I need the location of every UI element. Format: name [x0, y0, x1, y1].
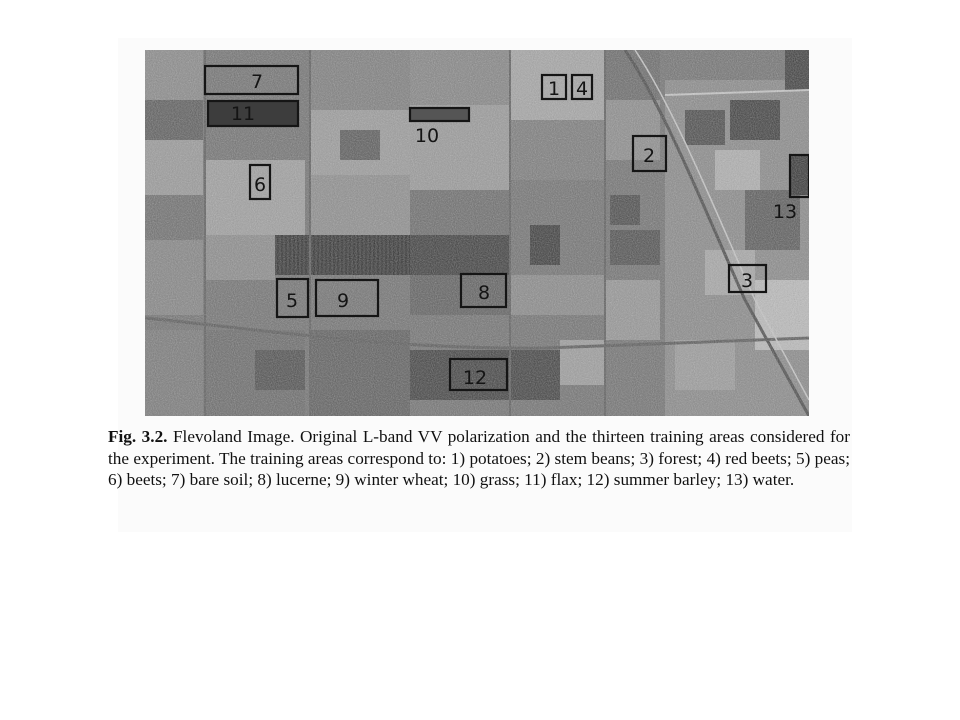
training-area-label-7: 7 — [250, 71, 264, 93]
training-area-label-5: 5 — [285, 290, 299, 312]
training-area-label-9: 9 — [336, 290, 350, 312]
training-area-label-10: 10 — [414, 125, 440, 147]
figure-label: Fig. 3.2. — [108, 427, 168, 446]
training-area-label-8: 8 — [477, 282, 491, 304]
training-area-label-1: 1 — [547, 78, 561, 100]
training-area-label-2: 2 — [642, 145, 656, 167]
figure-caption-text: Flevoland Image. Original L-band VV polarization and the thirteen training areas considered for the experiment. The training areas correspond to: 1) potatoes; 2) stem beans; 3) forest; 4) red beets; 5) peas; 6) beets; 7) bare soil; 8) lucerne; 9) winter wheat; 10) grass; 11) flax; 12) summer barley; 13) water. — [108, 427, 850, 489]
figure-caption — [108, 426, 850, 491]
sar-image-svg — [145, 50, 809, 416]
training-area-label-3: 3 — [740, 270, 754, 292]
training-area-label-6: 6 — [253, 174, 267, 196]
training-area-label-13: 13 — [772, 201, 798, 223]
training-area-label-4: 4 — [575, 78, 589, 100]
sar-image — [145, 50, 809, 416]
training-area-box-10 — [410, 108, 469, 121]
training-area-label-11: 11 — [230, 103, 256, 125]
training-area-label-12: 12 — [462, 367, 488, 389]
